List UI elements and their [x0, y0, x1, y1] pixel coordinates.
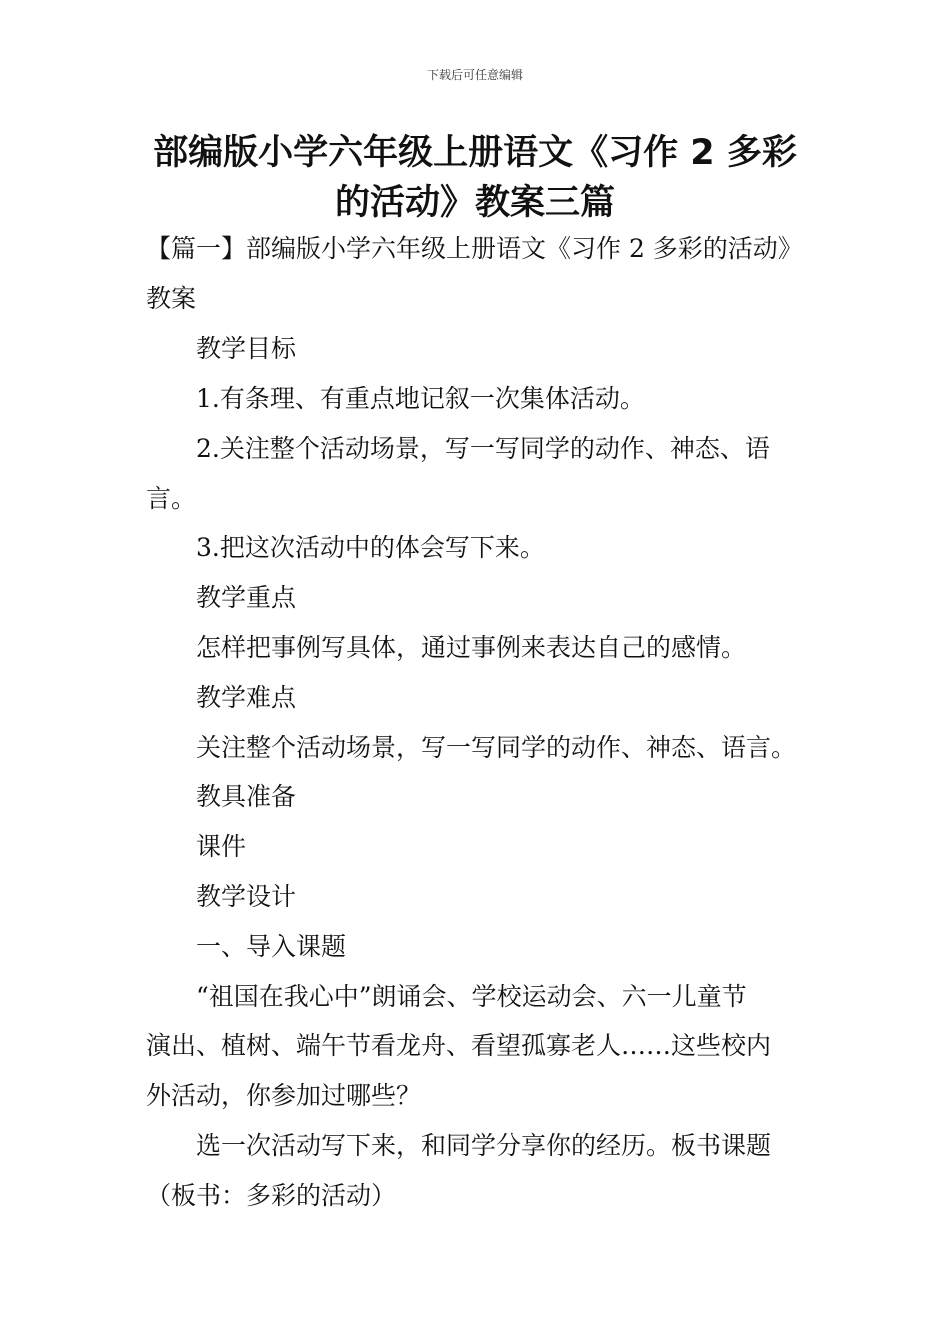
choose-paragraph-line-2: （板书：多彩的活动）: [146, 1181, 397, 1210]
intro-paragraph-line-3: 外活动，你参加过哪些？: [146, 1081, 422, 1110]
section-heading-line-1: 【篇一】部编版小学六年级上册语文《习作 2 多彩的活动》: [146, 234, 803, 263]
difficulty-heading: 教学难点: [196, 683, 297, 712]
title-line-1: 部编版小学六年级上册语文《习作 2 多彩: [153, 133, 797, 173]
tools-text: 课件: [196, 832, 247, 861]
design-heading: 教学设计: [196, 882, 297, 911]
intro-paragraph-line-1: “祖国在我心中”朗诵会、学校运动会、六一儿童节: [196, 982, 747, 1011]
difficulty-text: 关注整个活动场景，写一写同学的动作、神态、语言。: [196, 733, 797, 762]
goal-3: 3.把这次活动中的体会写下来。: [196, 533, 545, 562]
goals-heading: 教学目标: [196, 334, 297, 363]
header-note: 下载后可任意编辑: [426, 68, 523, 82]
choose-paragraph-line-1: 选一次活动写下来，和同学分享你的经历。板书课题: [196, 1131, 772, 1160]
tools-heading: 教具准备: [196, 782, 297, 811]
goal-2-line-2: 言。: [146, 484, 197, 513]
goal-2-line-1: 2.关注整个活动场景，写一写同学的动作、神态、语: [196, 434, 770, 463]
goal-1: 1.有条理、有重点地记叙一次集体活动。: [196, 384, 645, 413]
title-line-2: 的活动》教案三篇: [334, 183, 615, 223]
key-heading: 教学重点: [196, 583, 297, 612]
section-heading-line-2: 教案: [146, 284, 197, 313]
intro-paragraph-line-2: 演出、植树、端午节看龙舟、看望孤寡老人……这些校内: [146, 1031, 772, 1060]
step-1-heading: 一、导入课题: [196, 932, 347, 961]
document-title: [150, 128, 800, 228]
key-text: 怎样把事例写具体，通过事例来表达自己的感情。: [196, 633, 747, 662]
